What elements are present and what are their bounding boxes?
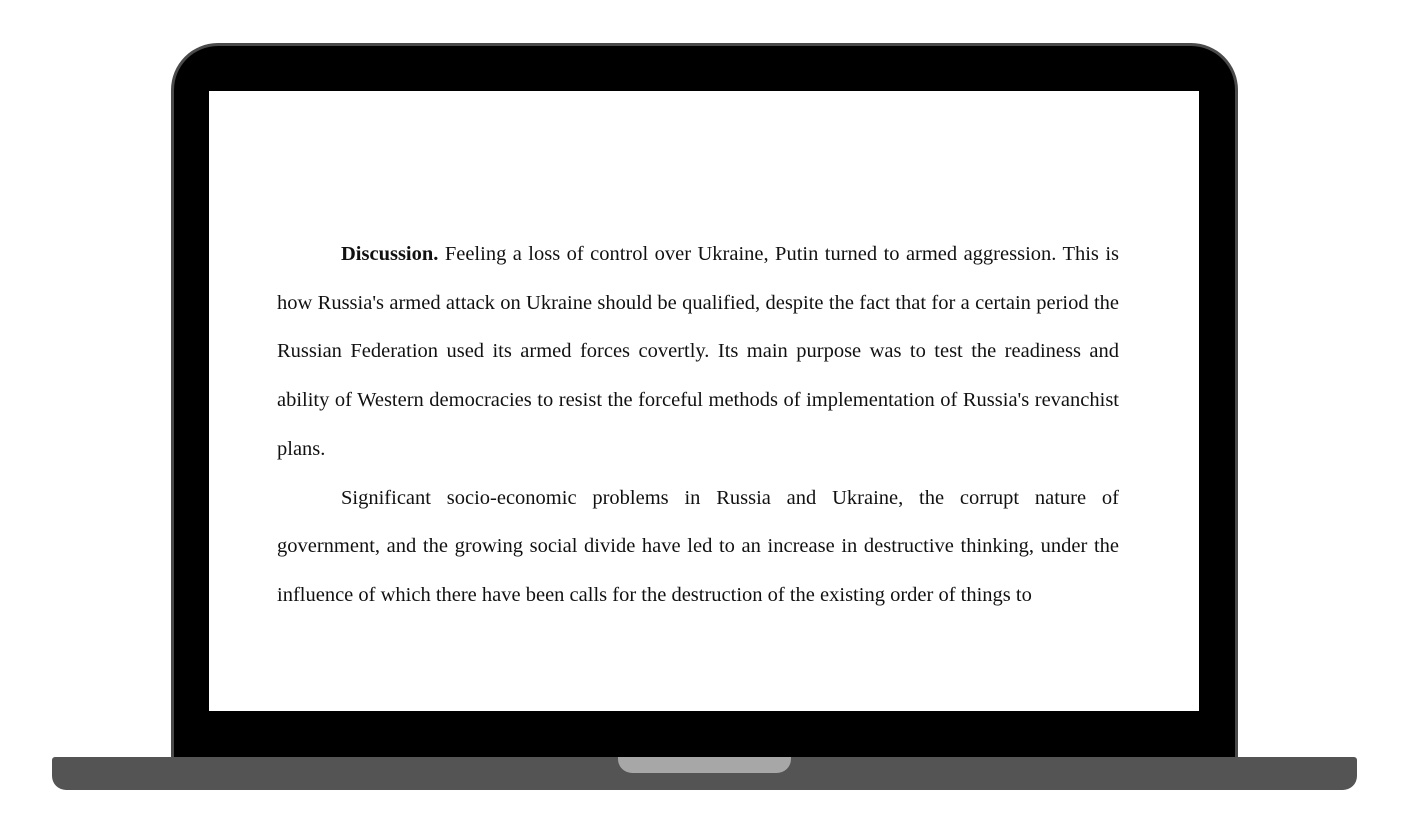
paragraph-text: Feeling a loss of control over Ukraine, Putin turned to armed aggression. This is how Russia's armed attack on Ukraine should be qualified, despite the fact that for a certain period the Russian Federation used its armed forces covertly. Its main purpose was to test the readiness and ability of Western democracies to resist the forceful methods of implementation of Russia's revanchist plans. [277,243,1119,460]
document-body [277,230,1119,620]
paragraph-lead-heading: Discussion. [341,243,439,265]
paragraph-discussion [277,230,1119,474]
paragraph-text: Significant socio-economic problems in Russia and Ukraine, the corrupt nature of government, and the growing social divide have led to an increase in destructive thinking, under the influence of which there have been calls for the destruction of the existing order of things to [277,486,1119,606]
laptop-hinge-notch [618,757,791,773]
paragraph-socio-economic [277,474,1119,620]
laptop-screen [209,91,1199,711]
